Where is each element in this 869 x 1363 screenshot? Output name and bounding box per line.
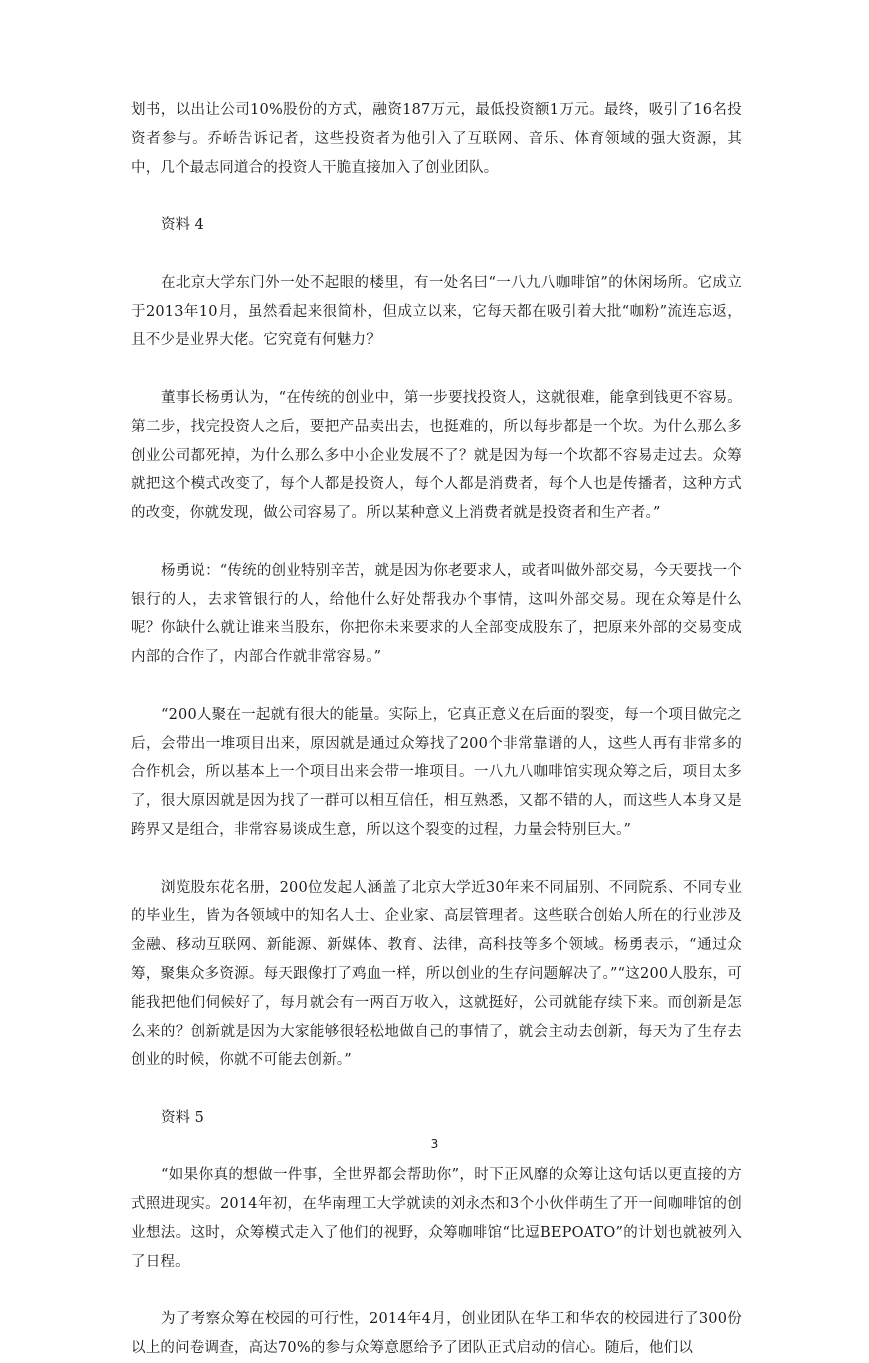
document-body [131,96,742,1363]
paragraph-coffee-house-intro: 在北京大学东门外一处不起眼的楼里，有一处名曰“一八九八咖啡馆”的休闲场所。它成立于2013年10月，虽然看起来很简朴，但成立以来，它每天都在吸引着大批“咖粉”流连忘返，且不少是业界大佬。它究竟有何魅力？ [131,274,742,349]
paragraph-chairman-view: 董事长杨勇认为，“在传统的创业中，第一步要找投资人，这就很难，能拿到钱更不容易。第二步，找完投资人之后，要把产品卖出去，也挺难的，所以每步都是一个坎。为什么那么多创业公司都死掉，为什么那么多中小企业发展不了？就是因为每一个坎都不容易走过去。众筹就把这个模式改变了，每个人都是投资人，每个人都是消费者，每个人也是传播者，这种方式的改变，你就发现，做公司容易了。所以某种意义上消费者就是投资者和生产者。” [131,389,742,522]
paragraph-bepoato-plan: “如果你真的想做一件事，全世界都会帮助你”，时下正风靡的众筹让这句话以更直接的方式照进现实。2014年初，在华南理工大学就读的刘永杰和3个小伙伴萌生了开一间咖啡馆的创业想法。这时，众筹模式走入了他们的视野，众筹咖啡馆“比逗BEPOATO”的计划也就被列入了日程。 [131,1167,742,1270]
paragraph-traditional-startup: 杨勇说：“传统的创业特别辛苦，就是因为你老要求人，或者叫做外部交易，今天要找一个银行的人，去求管银行的人，给他什么好处帮我办个事情，这叫外部交易。现在众筹是什么呢？你缺什么就让谁来当股东，你把你未来要求的人全部变成股东了，把原来外部的交易变成内部的合作了，内部合作就非常容易。” [131,562,742,666]
paragraph-200-people: “200人聚在一起就有很大的能量。实际上，它真正意义在后面的裂变，每一个项目做完之后，会带出一堆项目出来，原因就是通过众筹找了200个非常靠谱的人，这些人再有非常多的合作机会，所以基本上一个项目出来会带一堆项目。一八九八咖啡馆实现众筹之后，项目太多了，很大原因就是因为找了一群可以相互信任，相互熟悉，又都不错的人，而这些人本身又是跨界又是组合，非常容易谈成生意，所以这个裂变的过程，力量会特别巨大。” [131,706,742,838]
paragraph-continuation: 划书，以出让公司10%股份的方式，融资187万元，最低投资额1万元。最终，吸引了16名投资者参与。乔峤告诉记者，这些投资者为他引入了互联网、音乐、体育领域的强大资源，其中，几个最志同道合的投资人干脆直接加入了创业团队。 [131,102,742,176]
paragraph-shareholder-roster: 浏览股东花名册，200位发起人涵盖了北京大学近30年来不同届别、不同院系、不同专业的毕业生，皆为各领域中的知名人士、企业家、高层管理者。这些联合创始人所在的行业涉及金融、移动互联网、新能源、新媒体、教育、法律，高科技等多个领域。杨勇表示，“通过众筹，聚集众多资源。每天跟像打了鸡血一样，所以创业的生存问题解决了。”“这200人股东，可能我把他们伺候好了，每月就会有一两百万收入，这就挺好，公司就能存续下来。而创新是怎么来的？创新就是因为大家能够很轻松地做自己的事情了，就会主动去创新，每天为了生存去创业的时候，你就不可能去创新。” [131,879,742,1069]
section-label-material-4: 资料 4 [161,217,204,234]
page-number: 3 [430,1137,439,1151]
section-label-material-5: 资料 5 [161,1109,204,1126]
paragraph-campus-survey: 为了考察众筹在校园的可行性，2014年4月，创业团队在华工和华农的校园进行了300份以上的问卷调查，高达70%的参与众筹意愿给予了团队正式启动的信心。随后，他们以 [131,1311,742,1357]
